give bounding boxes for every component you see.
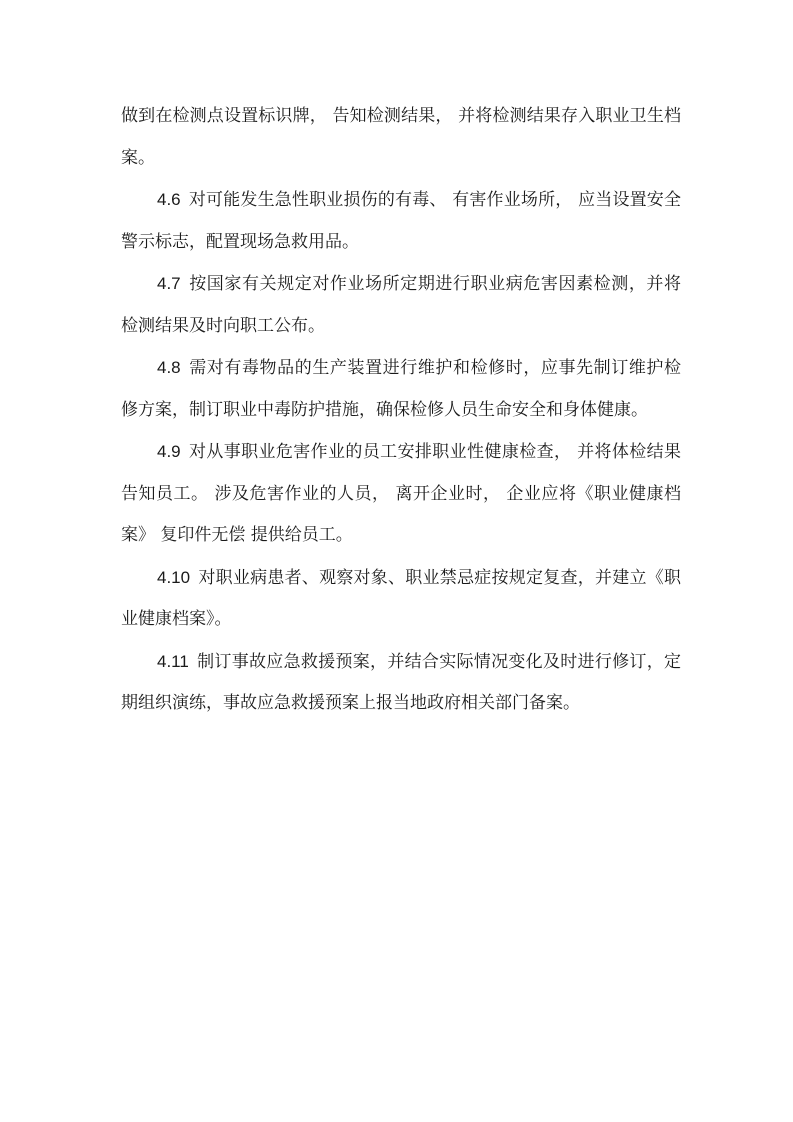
clause-number: 4.9 (157, 442, 181, 461)
paragraph-4-8 (121, 347, 681, 431)
paragraph-4-10 (121, 557, 681, 641)
paragraph-text: 对可能发生急性职业损伤的有毒、 有害作业场所， 应当设置安全警示标志，配置现场急救用品。 (121, 190, 681, 252)
paragraph-text: 需对有毒物品的生产装置进行维护和检修时，应事先制订维护检修方案，制订职业中毒防护措施，确保检修人员生命安全和身体健康。 (121, 358, 681, 420)
paragraph-continuation (121, 96, 681, 179)
paragraph-text: 按国家有关规定对作业场所定期进行职业病危害因素检测，并将检测结果及时向职工公布。 (121, 274, 681, 336)
paragraph-text: 对职业病患者、观察对象、职业禁忌症按规定复查，并建立《职业健康档案》。 (121, 567, 681, 629)
paragraph-4-9 (121, 431, 681, 557)
document-body (121, 96, 681, 725)
clause-number: 4.10 (157, 567, 191, 587)
clause-number: 4.6 (157, 190, 181, 209)
clause-number: 4.7 (157, 274, 181, 293)
paragraph-4-6 (121, 179, 681, 263)
paragraph-text: 制订事故应急救援预案，并结合实际情况变化及时进行修订，定期组织演练，事故应急救援预案上报当地政府相关部门备案。 (121, 651, 681, 713)
clause-number: 4.11 (157, 651, 189, 671)
clause-number: 4.8 (157, 358, 181, 377)
paragraph-text: 做到在检测点设置标识牌， 告知检测结果， 并将检测结果存入职业卫生档案。 (121, 106, 681, 168)
paragraph-text: 对从事职业危害作业的员工安排职业性健康检查， 并将体检结果告知员工。 涉及危害作业的人员， 离开企业时， 企业应将《职业健康档案》 复印件无偿 提供给员工。 (121, 442, 681, 545)
paragraph-4-11 (121, 641, 681, 725)
paragraph-4-7 (121, 263, 681, 347)
